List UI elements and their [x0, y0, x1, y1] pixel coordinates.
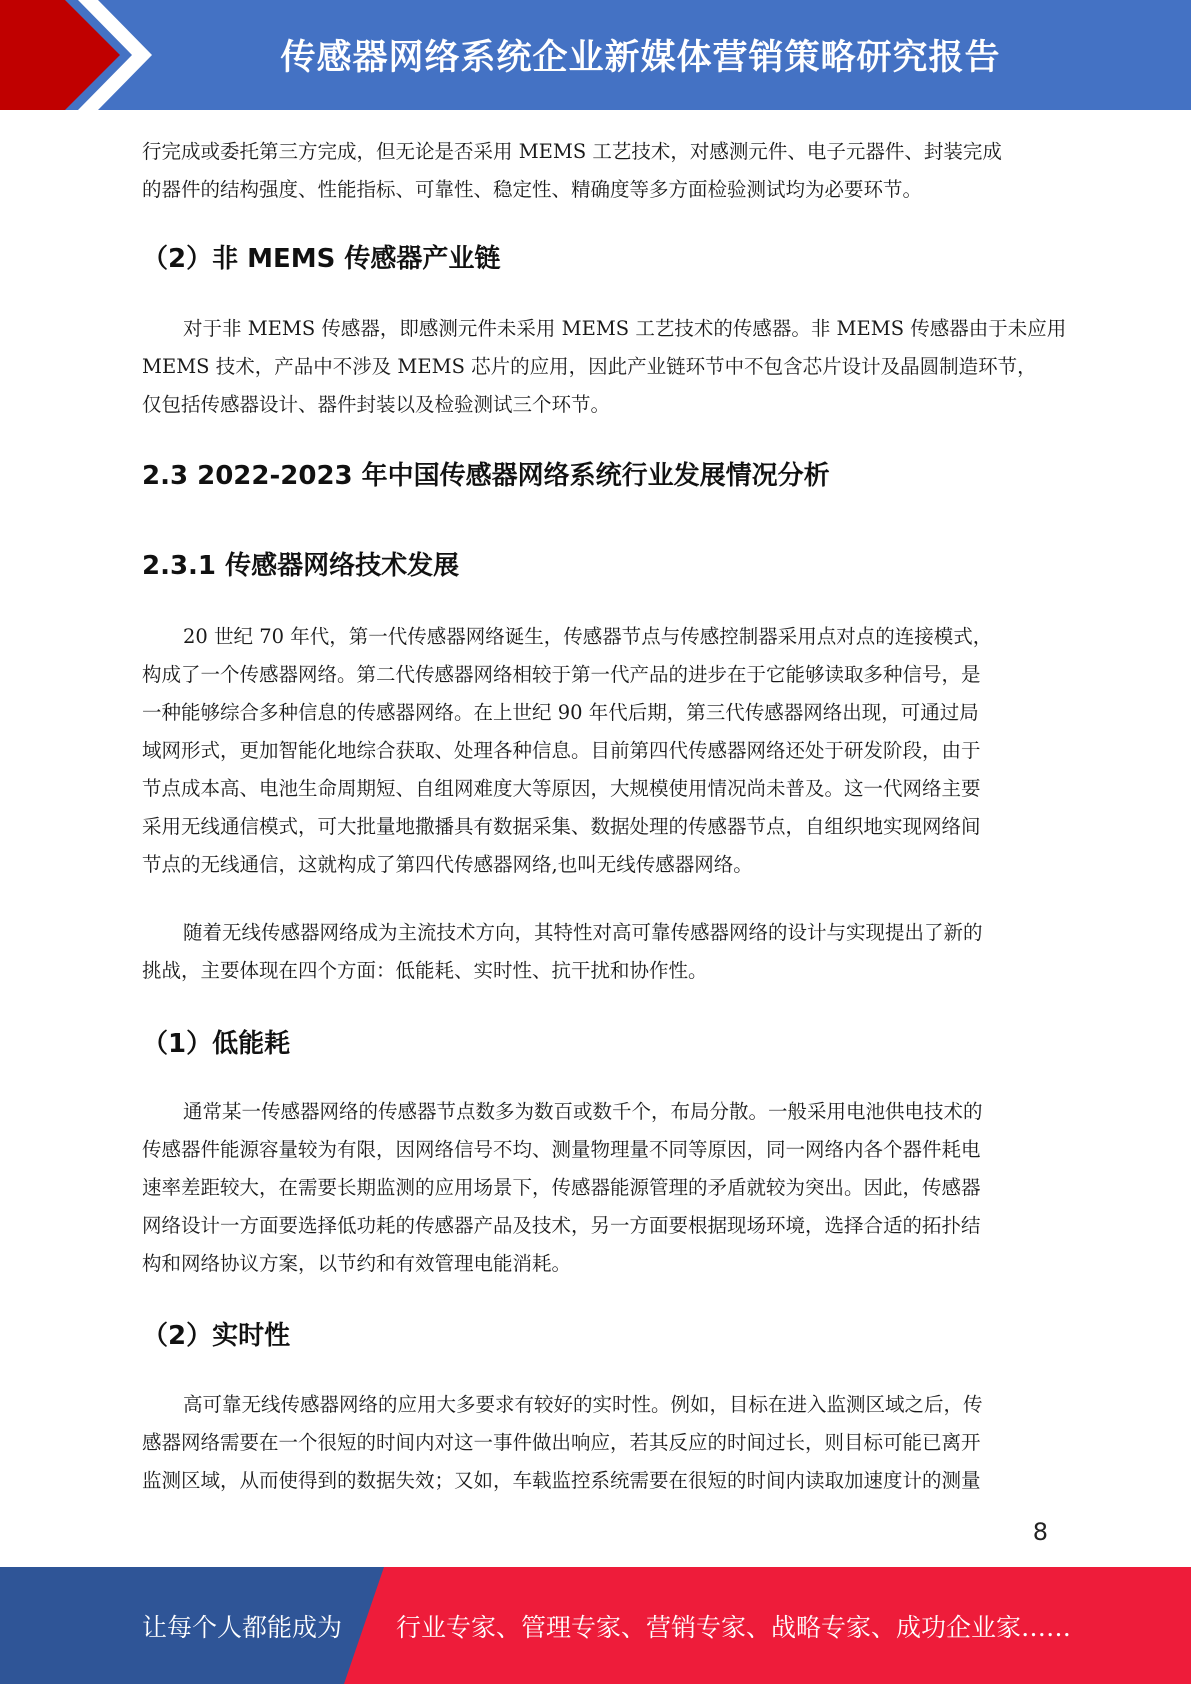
text-line: 一种能够综合多种信息的传感器网络。在上世纪 90 年代后期，第三代传感器网络出现，可通过局 — [142, 701, 979, 724]
paragraph-non-mems — [142, 310, 1067, 424]
text-line: 挑战，主要体现在四个方面：低能耗、实时性、抗干扰和协作性。 — [142, 959, 708, 982]
heading-realtime: （2）实时性 — [142, 1321, 291, 1351]
text-line: 节点的无线通信，这就构成了第四代传感器网络,也叫无线传感器网络。 — [142, 853, 753, 876]
text-line: 构和网络协议方案，以节约和有效管理电能消耗。 — [142, 1252, 572, 1275]
text-line: 网络设计一方面要选择低功耗的传感器产品及技术，另一方面要根据现场环境，选择合适的拓扑结 — [142, 1214, 981, 1237]
text-line: 通常某一传感器网络的传感器节点数多为数百或数千个，布局分散。一般采用电池供电技术的 — [183, 1100, 983, 1123]
heading-section-2-3-1: 2.3.1 传感器网络技术发展 — [142, 551, 460, 581]
paragraph-sensor-network-history — [142, 618, 1046, 884]
text-line: 感器网络需要在一个很短的时间内对这一事件做出响应，若其反应的时间过长，则目标可能已离开 — [142, 1431, 981, 1454]
paragraph-testing-continued — [142, 133, 1046, 209]
text-line: 监测区域，从而使得到的数据失效；又如，车载监控系统需要在很短的时间内读取加速度计的测量 — [142, 1469, 981, 1492]
heading-section-2-3: 2.3 2022-2023 年中国传感器网络系统行业发展情况分析 — [142, 461, 830, 491]
paragraph-challenges — [142, 914, 1046, 990]
text-line: 仅包括传感器设计、器件封装以及检验测试三个环节。 — [142, 393, 611, 416]
heading-low-power: （1）低能耗 — [142, 1029, 291, 1059]
footer-slogan-left: 让每个人都能成为 — [142, 1612, 343, 1642]
text-line: 的器件的结构强度、性能指标、可靠性、稳定性、精确度等多方面检验测试均为必要环节。 — [142, 178, 923, 201]
text-line: 高可靠无线传感器网络的应用大多要求有较好的实时性。例如，目标在进入监测区域之后，传 — [183, 1393, 983, 1416]
report-title: 传感器网络系统企业新媒体营销策略研究报告 — [280, 38, 1001, 78]
text-line: 传感器件能源容量较为有限，因网络信号不均、测量物理量不同等原因，同一网络内各个器件耗电 — [142, 1138, 981, 1161]
page-number: 8 — [1032, 1518, 1048, 1546]
text-line: 随着无线传感器网络成为主流技术方向，其特性对高可靠传感器网络的设计与实现提出了新的 — [183, 921, 983, 944]
paragraph-low-power — [142, 1093, 1046, 1283]
text-line: MEMS 技术，产品中不涉及 MEMS 芯片的应用，因此产业链环节中不包含芯片设计及晶圆制造环节， — [142, 355, 1037, 378]
text-line: 采用无线通信模式，可大批量地撒播具有数据采集、数据处理的传感器节点，自组织地实现网络间 — [142, 815, 981, 838]
heading-non-mems-chain: （2）非 MEMS 传感器产业链 — [142, 244, 501, 274]
text-line: 速率差距较大，在需要长期监测的应用场景下，传感器能源管理的矛盾就较为突出。因此，传感器 — [142, 1176, 981, 1199]
text-line: 行完成或委托第三方完成，但无论是否采用 MEMS 工艺技术，对感测元件、电子元器件、封装完成 — [142, 140, 1002, 163]
page-header — [0, 0, 1191, 110]
paragraph-realtime — [142, 1386, 1046, 1500]
page-footer — [0, 1567, 1191, 1684]
text-line: 20 世纪 70 年代，第一代传感器网络诞生，传感器节点与传感控制器采用点对点的连接模式， — [183, 625, 993, 648]
text-line: 节点成本高、电池生命周期短、自组网难度大等原因，大规模使用情况尚未普及。这一代网络主要 — [142, 777, 981, 800]
text-line: 构成了一个传感器网络。第二代传感器网络相较于第一代产品的进步在于它能够读取多种信号，是 — [142, 663, 981, 686]
text-line: 对于非 MEMS 传感器，即感测元件未采用 MEMS 工艺技术的传感器。非 MEMS 传感器由于未应用 — [183, 317, 1067, 340]
text-line: 域网形式，更加智能化地综合获取、处理各种信息。目前第四代传感器网络还处于研发阶段，由于 — [142, 739, 981, 762]
footer-slogan-right: 行业专家、管理专家、营销专家、战略专家、成功企业家…… — [396, 1612, 1072, 1642]
